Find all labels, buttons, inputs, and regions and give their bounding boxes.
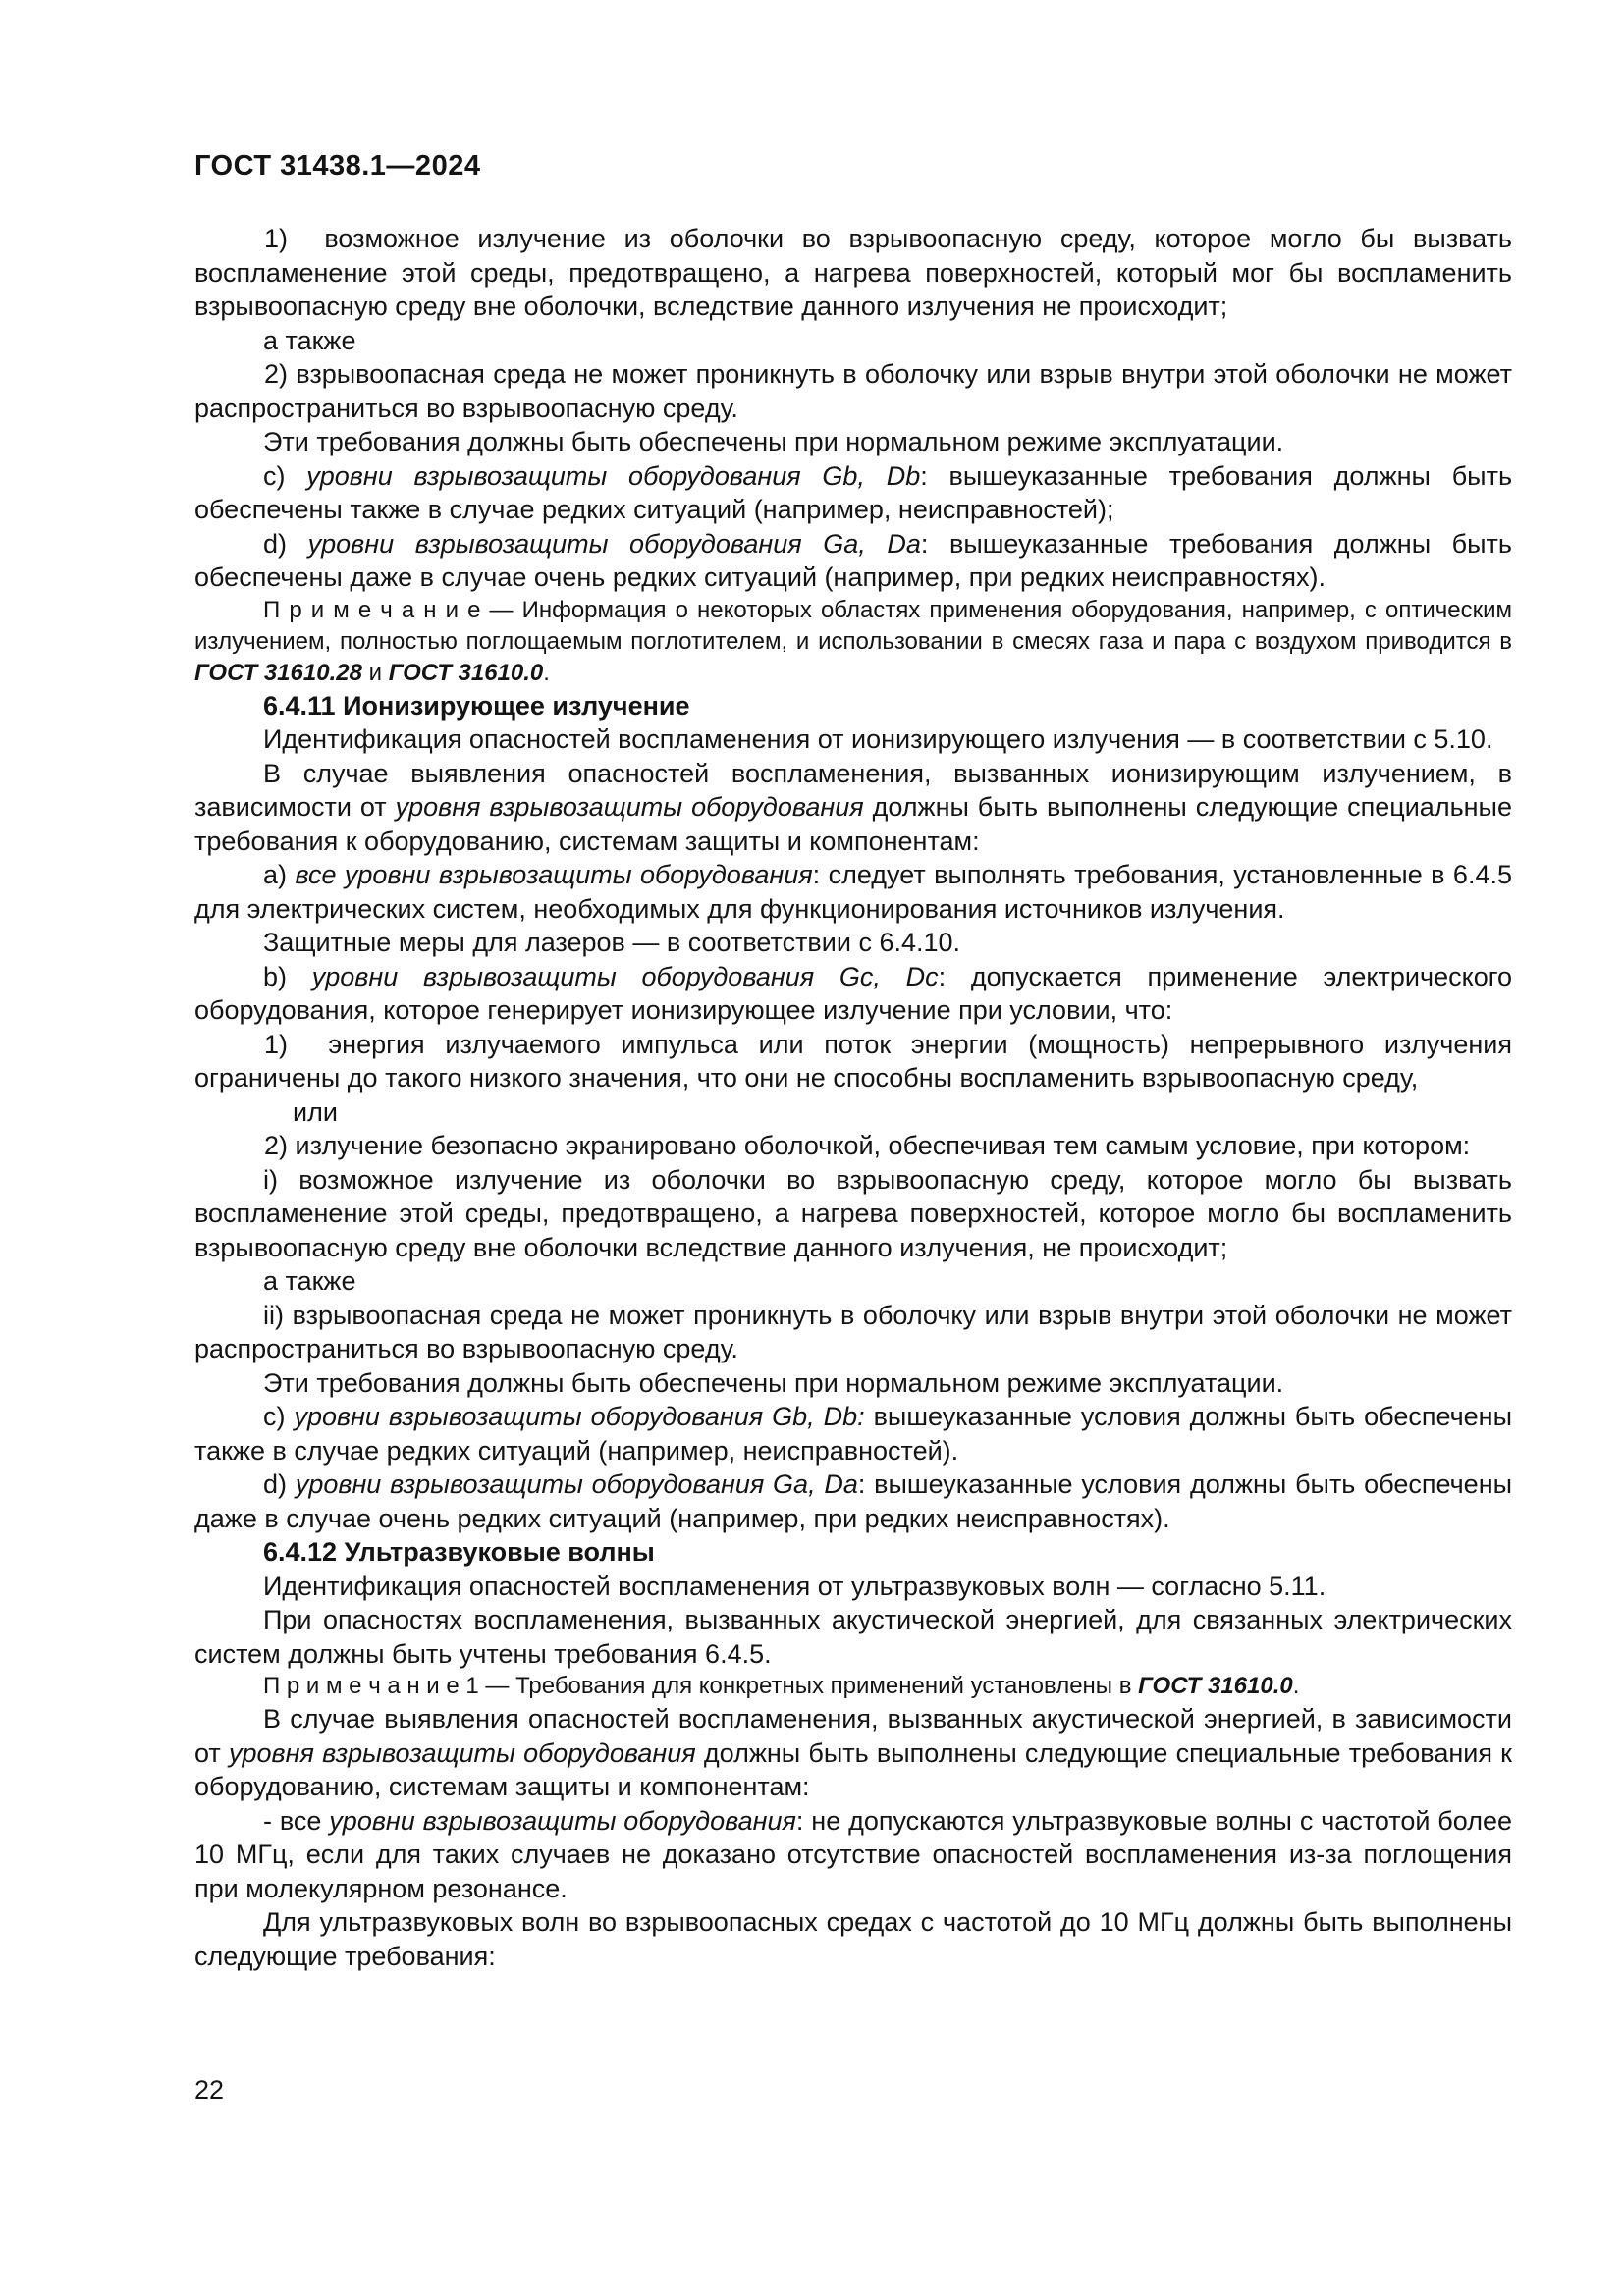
paragraph xyxy=(194,425,1512,459)
text-run: Идентификация опасностей воспламенения от ионизирующего излучения — в соответствии с 5.10. xyxy=(263,724,1493,754)
paragraph xyxy=(194,1468,1512,1535)
text-run: c) xyxy=(263,1402,295,1431)
paragraph xyxy=(194,1702,1512,1804)
paragraph xyxy=(194,722,1512,757)
paragraph xyxy=(194,222,1512,324)
paragraph xyxy=(194,1905,1512,1973)
text-run: уровня взрывозащиты оборудования xyxy=(395,792,864,822)
text-run: а также xyxy=(263,1266,356,1296)
text-run: Идентификация опасностей воспламенения от ультразвуковых волн — согласно 5.11. xyxy=(263,1571,1326,1601)
paragraph xyxy=(194,1095,1512,1130)
paragraph xyxy=(194,1570,1512,1604)
text-run: П р и м е ч а н и е 1 — Требования для конкретных применений установлены в xyxy=(263,1673,1139,1699)
text-run: ГОСТ 31610.0 xyxy=(388,659,544,686)
text-run: c) xyxy=(263,460,307,491)
paragraph xyxy=(194,1804,1512,1906)
text-run: Эти требования должны быть обеспечены при нормальном режиме эксплуатации. xyxy=(263,427,1284,456)
text-run: 6.4.11 Ионизирующее излучение xyxy=(263,690,690,721)
text-run: В случае выявления опасностей воспламенения, вызванных акустической энергией, в зависимости от xyxy=(194,1704,1512,1768)
paragraph xyxy=(194,1028,1512,1095)
text-run: уровни взрывозащиты оборудования xyxy=(329,1805,796,1836)
text-run: . xyxy=(543,659,550,686)
paragraph xyxy=(194,858,1512,926)
text-run: 2) взрывоопасная среда не может проникнуть в оболочку или взрыв внутри этой оболочки не может распространиться во взрывоопасную среду. xyxy=(194,359,1512,423)
text-run: уровни взрывозащиты оборудования Ga, Da xyxy=(295,1469,858,1499)
text-run: 2) излучение безопасно экранировано оболочкой, обеспечивая тем самым условие, при котором: xyxy=(264,1131,1471,1160)
paragraph xyxy=(194,324,1512,358)
text-run: d) xyxy=(263,1469,296,1499)
text-run: уровни взрывозащиты оборудования Ga, Da xyxy=(307,528,921,559)
paragraph xyxy=(194,1603,1512,1671)
text-run: все уровни взрывозащиты оборудования xyxy=(295,860,813,889)
paragraph xyxy=(194,459,1512,527)
paragraph xyxy=(194,757,1512,859)
text-run: вышеуказанные условия должны быть обеспечены также в случае редких ситуаций (например, неисправностей). xyxy=(194,1402,1512,1466)
text-run: П р и м е ч а н и е — Информация о некоторых областях применения оборудования, например, с оптическим излучением, полностью поглощаемым поглотителем, и использовании в смесях газа и пара с воздухом приводится в xyxy=(194,596,1512,655)
paragraph xyxy=(194,1366,1512,1401)
section-heading xyxy=(194,1535,1512,1570)
paragraph xyxy=(194,1163,1512,1265)
text-run: Эти требования должны быть обеспечены при нормальном режиме эксплуатации. xyxy=(263,1367,1284,1398)
text-run: b) xyxy=(263,961,312,991)
text-run: Защитные меры для лазеров — в соответствии с 6.4.10. xyxy=(263,928,961,957)
text-run: : допускается применение электрического оборудования, которое генерирует ионизирующее излучение при условии, что: xyxy=(194,961,1512,1025)
text-run: i) возможное излучение из оболочки во взрывоопасную среду, которое могло бы вызвать воспламенение этой среды, предотвращено, а нагрева поверхностей, которое могло бы воспламенить взрывоопасную среду вне оболочки вследствие данного излучения, не происходит; xyxy=(194,1164,1512,1262)
paragraph xyxy=(194,1129,1512,1163)
text-run: или xyxy=(293,1096,338,1127)
text-run: d) xyxy=(263,528,308,559)
text-run: ii) взрывоопасная среда не может проникнуть в оболочку или взрыв внутри этой оболочки не может распространиться во взрывоопасную среду. xyxy=(194,1300,1512,1363)
text-run: При опасностях воспламенения, вызванных акустической энергией, для связанных электрических систем должны быть учтены требования 6.4.5. xyxy=(194,1605,1512,1669)
text-run: Для ультразвуковых волн во взрывоопасных средах с частотой до 10 МГц должны быть выполнены следующие требования: xyxy=(194,1907,1512,1971)
text-run: : следует выполнять требования, установленные в 6.4.5 для электрических систем, необходимых для функционирования источников излучения. xyxy=(194,860,1512,924)
paragraph xyxy=(194,1264,1512,1299)
text-run: уровни взрывозащиты оборудования Gb, Db: xyxy=(294,1402,865,1431)
standard-designation: ГОСТ 31438.1—2024 xyxy=(194,150,481,182)
text-run: . xyxy=(1292,1673,1300,1699)
paragraph xyxy=(194,926,1512,960)
section-heading xyxy=(194,689,1512,723)
text-run: : не допускаются ультразвуковые волны с частотой более 10 МГц, если для таких случаев не доказано отсутствие опасностей воспламенения из-за поглощения при молекулярном резонансе. xyxy=(194,1805,1512,1903)
text-run: 1) энергия излучаемого импульса или поток энергии (мощность) непрерывного излучения ограничены до такого низкого значения, что они не способны воспламенить взрывоопасную среду, xyxy=(194,1029,1512,1093)
document-body xyxy=(194,222,1512,1973)
paragraph xyxy=(194,1299,1512,1366)
text-run: 1) возможное излучение из оболочки во взрывоопасную среду, которое могло бы вызвать воспламенение этой среды, предотвращено, а нагрева поверхностей, который мог бы воспламенить взрывоопасную среду вне оболочки, вследствие данного излучения не происходит; xyxy=(194,224,1512,321)
text-run: а также xyxy=(263,325,356,355)
text-run: должны быть выполнены следующие специальные требования к оборудованию, системам защиты и компонентам: xyxy=(194,792,1512,856)
text-run: : вышеуказанные требования должны быть обеспечены даже в случае очень редких ситуаций (например, при редких неисправностях). xyxy=(194,528,1512,592)
paragraph xyxy=(194,527,1512,595)
text-run: : вышеуказанные условия должны быть обеспечены даже в случае очень редких ситуаций (например, при редких неисправностях). xyxy=(194,1469,1513,1533)
text-run: a) xyxy=(263,860,296,889)
note-paragraph xyxy=(194,595,1512,689)
text-run: и xyxy=(361,659,389,686)
text-run: уровня взрывозащиты оборудования xyxy=(229,1737,696,1768)
text-run: уровни взрывозащиты оборудования Gb, Db xyxy=(306,460,921,491)
paragraph xyxy=(194,357,1512,425)
text-run: уровни взрывозащиты оборудования Gc, Dc xyxy=(311,961,939,991)
page-number: 22 xyxy=(194,2075,225,2105)
paragraph xyxy=(194,1400,1512,1468)
text-run: ГОСТ 31610.28 xyxy=(194,659,362,686)
text-run: - все xyxy=(263,1805,330,1836)
note-paragraph xyxy=(194,1671,1512,1702)
paragraph xyxy=(194,960,1512,1028)
text-run: В случае выявления опасностей воспламенения, вызванных ионизирующим излучением, в зависимости от xyxy=(194,758,1512,822)
text-run: должны быть выполнены следующие специальные требования к оборудованию, системам защиты и компонентам: xyxy=(194,1737,1512,1801)
text-run: : вышеуказанные требования должны быть обеспечены также в случае редких ситуаций (например, неисправностей); xyxy=(194,460,1513,524)
text-run: 6.4.12 Ультразвуковые волны xyxy=(263,1537,655,1567)
text-run: ГОСТ 31610.0 xyxy=(1138,1673,1293,1699)
